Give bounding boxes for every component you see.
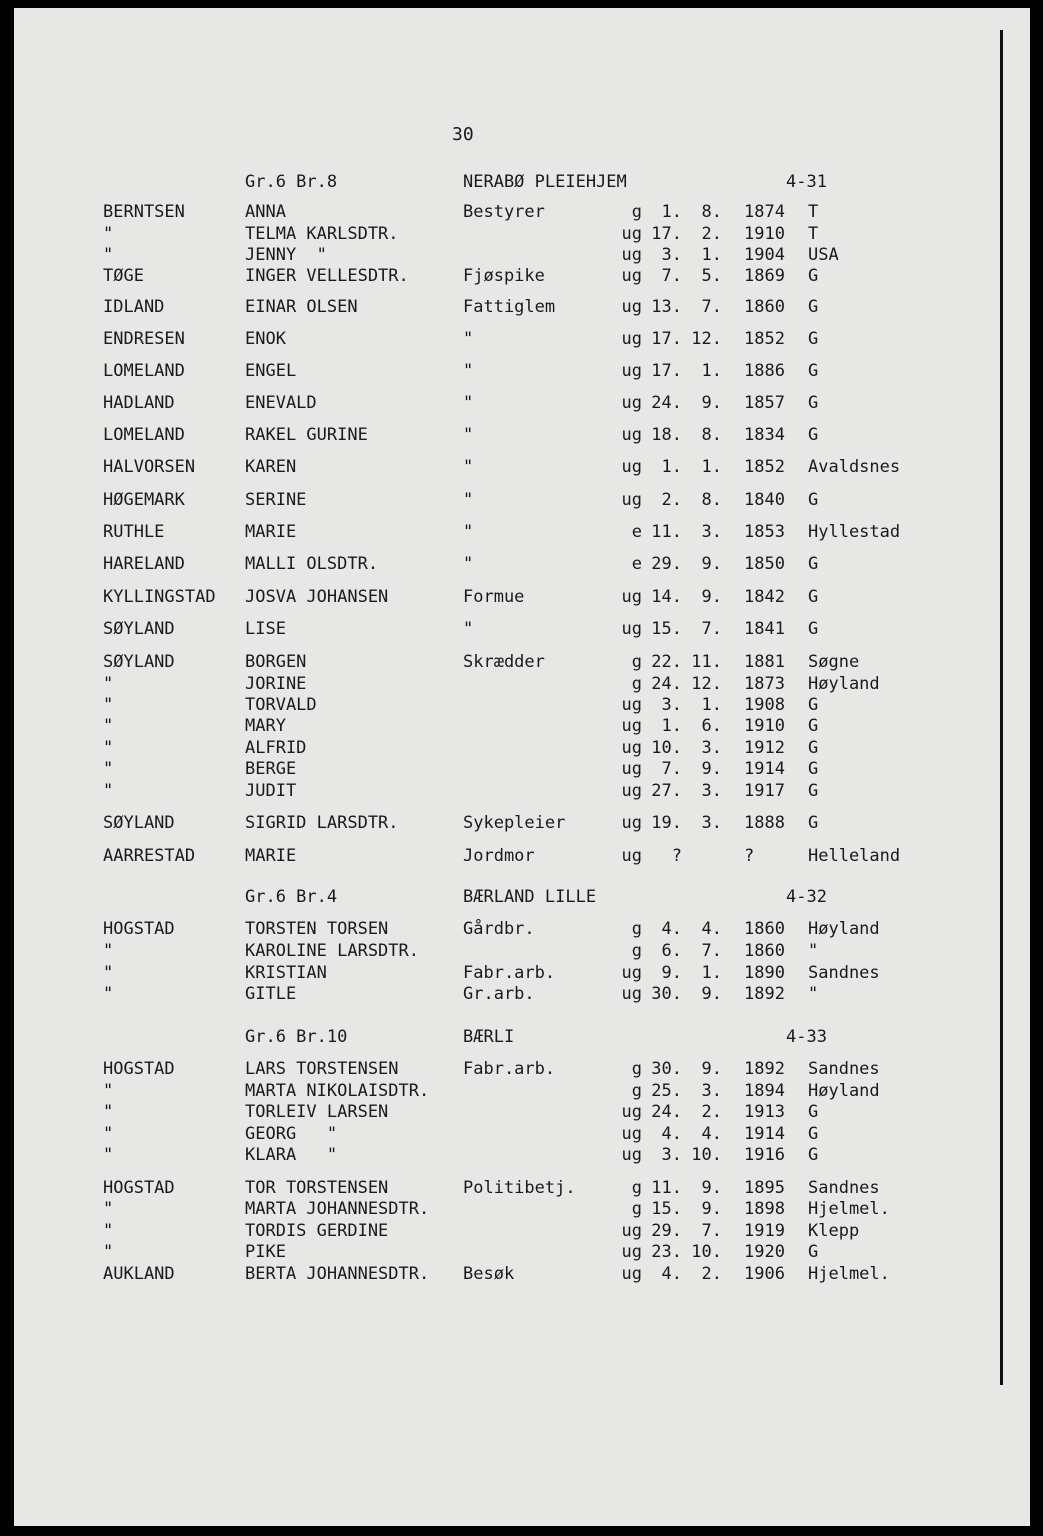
birth-month: 2. (701, 224, 722, 244)
surname: TØGE (103, 266, 144, 286)
given-name: EINAR OLSEN (245, 297, 358, 317)
surname: BERNTSEN (103, 202, 185, 222)
given-name: TOR TORSTENSEN (245, 1178, 389, 1198)
occupation: Besøk (463, 1264, 515, 1284)
birth-year: 1895 (744, 1178, 785, 1198)
occupation: Fjøspike (463, 266, 545, 286)
birthplace: G (808, 361, 819, 381)
birth-day: 17. (651, 224, 682, 244)
birth-day: 17. (651, 329, 682, 349)
birth-day: 4. (661, 1264, 682, 1284)
margin-rule (1000, 30, 1003, 1385)
birth-month: 7. (701, 297, 722, 317)
marital-status: ug (621, 490, 642, 510)
marital-status: ug (621, 245, 642, 265)
birth-day: 6. (661, 941, 682, 961)
given-name: JOSVA JOHANSEN (245, 587, 389, 607)
birth-month: 1. (701, 361, 722, 381)
occupation: " (463, 457, 474, 477)
surname: ENDRESEN (103, 329, 185, 349)
birth-year: ? (744, 846, 755, 866)
occupation: " (463, 361, 474, 381)
birth-year: 1913 (744, 1102, 785, 1122)
marital-status: g (631, 1199, 642, 1219)
surname: IDLAND (103, 297, 165, 317)
birthplace: G (808, 738, 819, 758)
birth-month: 10. (691, 1145, 722, 1165)
birth-month: 10. (691, 1242, 722, 1262)
birth-year: 1840 (744, 490, 785, 510)
marital-status: ug (621, 759, 642, 779)
birth-year: 1904 (744, 245, 785, 265)
surname: LOMELAND (103, 361, 185, 381)
marital-status: ug (621, 963, 642, 983)
birth-month: 9. (701, 1199, 722, 1219)
birth-month: 8. (701, 202, 722, 222)
farm-name: NERABØ PLEIEHJEM (463, 172, 627, 192)
surname: " (103, 984, 114, 1004)
given-name: RAKEL GURINE (245, 425, 368, 445)
surname: " (103, 1199, 114, 1219)
birth-day: 19. (651, 813, 682, 833)
birth-month: 9. (701, 759, 722, 779)
birthplace: Helleland (808, 846, 901, 866)
birth-day: 7. (661, 759, 682, 779)
birth-year: 1842 (744, 587, 785, 607)
birthplace: G (808, 266, 819, 286)
birth-year: 1908 (744, 695, 785, 715)
birth-day: 29. (651, 554, 682, 574)
birth-month: 2. (701, 1264, 722, 1284)
birth-year: 1860 (744, 297, 785, 317)
occupation: Gr.arb. (463, 984, 535, 1004)
birth-month: 9. (701, 984, 722, 1004)
birth-month: 3. (701, 522, 722, 542)
surname: HØGEMARK (103, 490, 185, 510)
marital-status: ug (621, 1145, 642, 1165)
given-name: KRISTIAN (245, 963, 327, 983)
birth-day: 4. (661, 1124, 682, 1144)
birth-month: 8. (701, 425, 722, 445)
given-name: BERGE (245, 759, 297, 779)
birth-day: 30. (651, 1059, 682, 1079)
given-name: TORDIS GERDINE (245, 1221, 389, 1241)
given-name: MARIE (245, 846, 297, 866)
marital-status: ug (621, 984, 642, 1004)
birth-day: 10. (651, 738, 682, 758)
given-name: INGER VELLESDTR. (245, 266, 409, 286)
surname: " (103, 1242, 114, 1262)
given-name: BORGEN (245, 652, 307, 672)
marital-status: g (631, 674, 642, 694)
marital-status: ug (621, 361, 642, 381)
birth-year: 1919 (744, 1221, 785, 1241)
surname: SØYLAND (103, 813, 175, 833)
birth-day: ? (671, 846, 682, 866)
surname: AUKLAND (103, 1264, 175, 1284)
group-ref: Gr.6 Br.4 (245, 887, 338, 907)
marital-status: ug (621, 457, 642, 477)
birth-day: 7. (661, 266, 682, 286)
birthplace: " (808, 984, 819, 1004)
birth-day: 11. (651, 1178, 682, 1198)
marital-status: g (631, 1178, 642, 1198)
marital-status: ug (621, 1124, 642, 1144)
surname: " (103, 1145, 114, 1165)
birth-month: 3. (701, 1081, 722, 1101)
birth-day: 23. (651, 1242, 682, 1262)
surname: " (103, 941, 114, 961)
marital-status: ug (621, 716, 642, 736)
surname: HALVORSEN (103, 457, 196, 477)
marital-status: ug (621, 738, 642, 758)
birth-year: 1906 (744, 1264, 785, 1284)
birth-day: 25. (651, 1081, 682, 1101)
birth-day: 11. (651, 522, 682, 542)
marital-status: e (631, 522, 642, 542)
birthplace: G (808, 813, 819, 833)
birthplace: G (808, 297, 819, 317)
surname: " (103, 738, 114, 758)
birth-day: 13. (651, 297, 682, 317)
marital-status: ug (621, 329, 642, 349)
marital-status: ug (621, 695, 642, 715)
given-name: JORINE (245, 674, 307, 694)
birth-day: 1. (661, 202, 682, 222)
surname: " (103, 759, 114, 779)
given-name: MARTA NIKOLAISDTR. (245, 1081, 430, 1101)
marital-status: ug (621, 619, 642, 639)
surname: " (103, 1124, 114, 1144)
birthplace: Hyllestad (808, 522, 901, 542)
birthplace: Hjelmel. (808, 1264, 890, 1284)
birth-day: 4. (661, 919, 682, 939)
surname: HADLAND (103, 393, 175, 413)
occupation: " (463, 490, 474, 510)
occupation: Fattiglem (463, 297, 556, 317)
given-name: JUDIT (245, 781, 297, 801)
birth-year: 1834 (744, 425, 785, 445)
surname: KYLLINGSTAD (103, 587, 216, 607)
surname: " (103, 716, 114, 736)
given-name: GEORG " (245, 1124, 338, 1144)
marital-status: ug (621, 1264, 642, 1284)
marital-status: ug (621, 297, 642, 317)
given-name: GITLE (245, 984, 297, 1004)
occupation: Politibetj. (463, 1178, 576, 1198)
document-page (14, 8, 1030, 1526)
birth-month: 7. (701, 619, 722, 639)
birth-month: 9. (701, 554, 722, 574)
birthplace: G (808, 1145, 819, 1165)
birthplace: G (808, 554, 819, 574)
surname: AARRESTAD (103, 846, 196, 866)
birthplace: G (808, 587, 819, 607)
occupation: Skrædder (463, 652, 545, 672)
birth-month: 5. (701, 266, 722, 286)
surname: LOMELAND (103, 425, 185, 445)
marital-status: ug (621, 1221, 642, 1241)
surname: " (103, 245, 114, 265)
birthplace: G (808, 1102, 819, 1122)
birthplace: Sandnes (808, 963, 880, 983)
birthplace: G (808, 490, 819, 510)
birth-year: 1912 (744, 738, 785, 758)
birthplace: Sandnes (808, 1059, 880, 1079)
birth-year: 1874 (744, 202, 785, 222)
birth-day: 24. (651, 1102, 682, 1122)
birth-day: 24. (651, 674, 682, 694)
marital-status: g (631, 919, 642, 939)
birth-day: 24. (651, 393, 682, 413)
section-code: 4-31 (786, 172, 827, 192)
birthplace: G (808, 1124, 819, 1144)
marital-status: ug (621, 846, 642, 866)
birth-day: 9. (661, 963, 682, 983)
surname: HOGSTAD (103, 1178, 175, 1198)
birthplace: G (808, 781, 819, 801)
birth-year: 1920 (744, 1242, 785, 1262)
birth-month: 9. (701, 393, 722, 413)
birthplace: G (808, 716, 819, 736)
birth-year: 1890 (744, 963, 785, 983)
birth-month: 11. (691, 652, 722, 672)
birthplace: Høyland (808, 674, 880, 694)
marital-status: ug (621, 1102, 642, 1122)
given-name: SERINE (245, 490, 307, 510)
birth-year: 1869 (744, 266, 785, 286)
surname: HOGSTAD (103, 1059, 175, 1079)
birth-day: 1. (661, 716, 682, 736)
birth-month: 6. (701, 716, 722, 736)
birth-year: 1898 (744, 1199, 785, 1219)
given-name: MARTA JOHANNESDTR. (245, 1199, 430, 1219)
birth-year: 1886 (744, 361, 785, 381)
marital-status: e (631, 554, 642, 574)
birthplace: G (808, 619, 819, 639)
given-name: ALFRID (245, 738, 307, 758)
birth-day: 22. (651, 652, 682, 672)
occupation: " (463, 393, 474, 413)
birth-month: 7. (701, 1221, 722, 1241)
birth-day: 3. (661, 695, 682, 715)
marital-status: g (631, 202, 642, 222)
birth-day: 17. (651, 361, 682, 381)
birth-year: 1892 (744, 984, 785, 1004)
marital-status: g (631, 652, 642, 672)
farm-name: BÆRLAND LILLE (463, 887, 597, 907)
section-code: 4-33 (786, 1027, 827, 1047)
birth-month: 1. (701, 457, 722, 477)
birth-month: 3. (701, 781, 722, 801)
surname: " (103, 1102, 114, 1122)
birthplace: G (808, 425, 819, 445)
birth-month: 3. (701, 813, 722, 833)
birth-year: 1914 (744, 1124, 785, 1144)
given-name: LARS TORSTENSEN (245, 1059, 399, 1079)
birthplace: " (808, 941, 819, 961)
birth-year: 1852 (744, 457, 785, 477)
marital-status: ug (621, 1242, 642, 1262)
given-name: ENGEL (245, 361, 297, 381)
birthplace: T (808, 202, 819, 222)
surname: SØYLAND (103, 619, 175, 639)
occupation: Formue (463, 587, 525, 607)
birth-year: 1873 (744, 674, 785, 694)
surname: " (103, 1081, 114, 1101)
marital-status: g (631, 1059, 642, 1079)
birth-year: 1881 (744, 652, 785, 672)
given-name: ENOK (245, 329, 286, 349)
birth-month: 3. (701, 738, 722, 758)
group-ref: Gr.6 Br.8 (245, 172, 338, 192)
birthplace: Søgne (808, 652, 860, 672)
birth-day: 14. (651, 587, 682, 607)
section-code: 4-32 (786, 887, 827, 907)
birthplace: Høyland (808, 1081, 880, 1101)
marital-status: g (631, 1081, 642, 1101)
page-number: 30 (452, 124, 474, 145)
given-name: KAREN (245, 457, 297, 477)
surname: " (103, 224, 114, 244)
birth-month: 4. (701, 1124, 722, 1144)
birth-month: 12. (691, 674, 722, 694)
given-name: TORVALD (245, 695, 317, 715)
farm-name: BÆRLI (463, 1027, 515, 1047)
birth-month: 1. (701, 963, 722, 983)
birthplace: Avaldsnes (808, 457, 901, 477)
given-name: KAROLINE LARSDTR. (245, 941, 419, 961)
surname: RUTHLE (103, 522, 165, 542)
birth-year: 1850 (744, 554, 785, 574)
surname: " (103, 781, 114, 801)
birth-day: 15. (651, 1199, 682, 1219)
surname: " (103, 963, 114, 983)
surname: HARELAND (103, 554, 185, 574)
occupation: Fabr.arb. (463, 963, 556, 983)
birthplace: USA (808, 245, 839, 265)
given-name: LISE (245, 619, 286, 639)
group-ref: Gr.6 Br.10 (245, 1027, 348, 1047)
marital-status: ug (621, 781, 642, 801)
given-name: TELMA KARLSDTR. (245, 224, 399, 244)
birth-day: 2. (661, 490, 682, 510)
birth-year: 1917 (744, 781, 785, 801)
given-name: BERTA JOHANNESDTR. (245, 1264, 430, 1284)
birth-month: 9. (701, 587, 722, 607)
birth-month: 1. (701, 695, 722, 715)
surname: " (103, 674, 114, 694)
birthplace: G (808, 695, 819, 715)
birthplace: G (808, 759, 819, 779)
birth-year: 1894 (744, 1081, 785, 1101)
given-name: JENNY " (245, 245, 327, 265)
surname: " (103, 1221, 114, 1241)
birth-year: 1852 (744, 329, 785, 349)
marital-status: ug (621, 813, 642, 833)
birthplace: G (808, 1242, 819, 1262)
given-name: MARY (245, 716, 286, 736)
marital-status: ug (621, 587, 642, 607)
occupation: Sykepleier (463, 813, 566, 833)
surname: HOGSTAD (103, 919, 175, 939)
birthplace: Sandnes (808, 1178, 880, 1198)
given-name: TORLEIV LARSEN (245, 1102, 389, 1122)
marital-status: ug (621, 224, 642, 244)
birth-year: 1860 (744, 919, 785, 939)
birth-month: 8. (701, 490, 722, 510)
birth-day: 29. (651, 1221, 682, 1241)
birth-month: 7. (701, 941, 722, 961)
birth-month: 2. (701, 1102, 722, 1122)
birthplace: G (808, 393, 819, 413)
given-name: ENEVALD (245, 393, 317, 413)
occupation: " (463, 554, 474, 574)
birth-day: 18. (651, 425, 682, 445)
birth-year: 1910 (744, 716, 785, 736)
given-name: KLARA " (245, 1145, 338, 1165)
occupation: " (463, 619, 474, 639)
birth-year: 1888 (744, 813, 785, 833)
birth-month: 4. (701, 919, 722, 939)
birth-year: 1914 (744, 759, 785, 779)
occupation: Fabr.arb. (463, 1059, 556, 1079)
birth-day: 3. (661, 1145, 682, 1165)
surname: " (103, 695, 114, 715)
given-name: MALLI OLSDTR. (245, 554, 379, 574)
birth-day: 15. (651, 619, 682, 639)
birth-year: 1892 (744, 1059, 785, 1079)
given-name: TORSTEN TORSEN (245, 919, 389, 939)
marital-status: g (631, 941, 642, 961)
birthplace: G (808, 329, 819, 349)
birth-day: 27. (651, 781, 682, 801)
occupation: Jordmor (463, 846, 535, 866)
occupation: Gårdbr. (463, 919, 535, 939)
occupation: " (463, 329, 474, 349)
birthplace: Klepp (808, 1221, 860, 1241)
birthplace: Hjelmel. (808, 1199, 890, 1219)
surname: SØYLAND (103, 652, 175, 672)
marital-status: ug (621, 393, 642, 413)
birthplace: T (808, 224, 819, 244)
birth-year: 1916 (744, 1145, 785, 1165)
occupation: Bestyrer (463, 202, 545, 222)
occupation: " (463, 522, 474, 542)
marital-status: ug (621, 266, 642, 286)
birth-year: 1853 (744, 522, 785, 542)
birth-month: 1. (701, 245, 722, 265)
birth-year: 1841 (744, 619, 785, 639)
birth-day: 1. (661, 457, 682, 477)
birth-day: 3. (661, 245, 682, 265)
birth-day: 30. (651, 984, 682, 1004)
birth-year: 1910 (744, 224, 785, 244)
birth-year: 1860 (744, 941, 785, 961)
marital-status: ug (621, 425, 642, 445)
birth-month: 9. (701, 1178, 722, 1198)
birth-month: 9. (701, 1059, 722, 1079)
birth-year: 1857 (744, 393, 785, 413)
birth-month: 12. (691, 329, 722, 349)
given-name: SIGRID LARSDTR. (245, 813, 399, 833)
birthplace: Høyland (808, 919, 880, 939)
given-name: PIKE (245, 1242, 286, 1262)
given-name: MARIE (245, 522, 297, 542)
occupation: " (463, 425, 474, 445)
given-name: ANNA (245, 202, 286, 222)
